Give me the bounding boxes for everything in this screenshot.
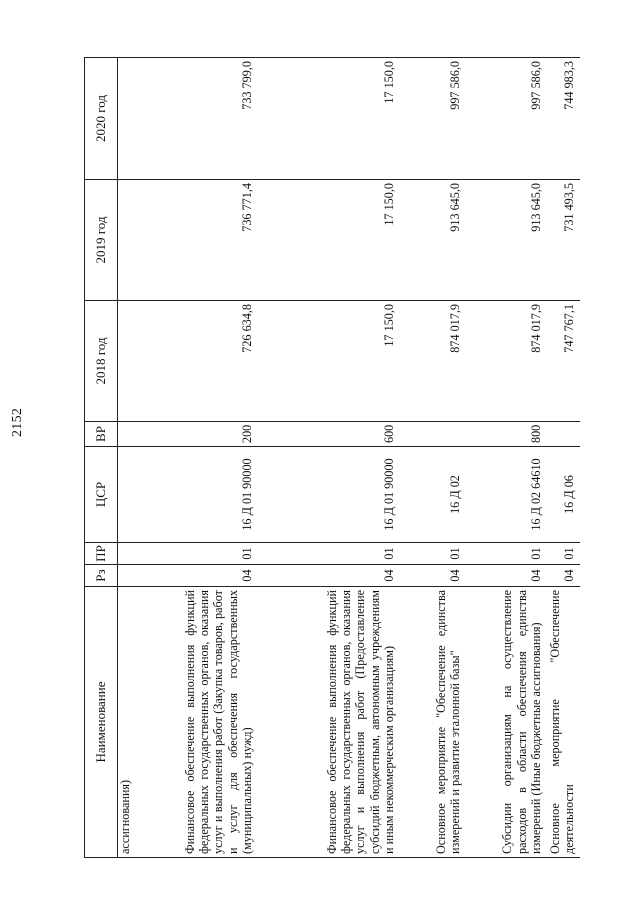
header-name: Наименование [85,587,118,858]
cell-2019: 731 493,5 [547,180,580,301]
header-rz: Рз [85,565,118,587]
table-row [118,58,135,858]
cell-2018: 747 767,1 [547,301,580,422]
table-row [258,58,400,858]
cell-csr: 16 Д 02 [400,447,466,543]
header-2020: 2020 год [85,58,118,180]
cell-name: ассигнования) [118,587,135,858]
cell-2020: 997 586,0 [400,58,466,180]
header-csr: ЦСР [85,447,118,543]
cell-name: Основное мероприятие "Обеспечение деятельности [547,587,580,858]
cell-2020: 744 983,3 [547,58,580,180]
cell-name: Финансовое обеспечение выполнения функций федеральных государственных органов, оказания услуг и выполнения работ (Закупка товаров, работ и услуг для обеспечения государственных (муниципальных) нужд) [134,587,258,858]
table-header-row [85,58,118,858]
cell-2018: 874 017,9 [466,301,547,422]
cell-rz: 04 [134,565,258,587]
cell-2020: 17 150,0 [258,58,400,180]
cell-csr: 16 Д 01 90000 [134,447,258,543]
cell-pr: 01 [547,543,580,565]
table-row [400,58,466,858]
cell-csr: 16 Д 06 [547,447,580,543]
table-row [466,58,547,858]
cell-vr: 200 [134,422,258,447]
page-number: 2152 [10,407,25,437]
header-2018: 2018 год [85,301,118,422]
cell-2018: 17 150,0 [258,301,400,422]
cell-pr: 01 [258,543,400,565]
cell-name: Субсидии организациям на осуществление расходов в области обеспечения единства измерений (Иные бюджетные ассигнования) [466,587,547,858]
table-row [547,58,580,858]
cell-csr: 16 Д 02 64610 [466,447,547,543]
cell-rz: 04 [547,565,580,587]
cell-2020: 997 586,0 [466,58,547,180]
header-pr: ПР [85,543,118,565]
cell-pr: 01 [466,543,547,565]
cell-vr: 800 [466,422,547,447]
cell-2019 [118,180,135,301]
cell-2018 [118,301,135,422]
table-row [134,58,258,858]
cell-vr [547,422,580,447]
cell-rz: 04 [466,565,547,587]
cell-vr [400,422,466,447]
cell-2019: 736 771,4 [134,180,258,301]
cell-2019: 913 645,0 [400,180,466,301]
header-vr: ВР [85,422,118,447]
cell-2020: 733 799,0 [134,58,258,180]
cell-name: Финансовое обеспечение выполнения функций федеральных государственных органов, оказания услуг и выполнения работ (Предоставление субсидий бюджетным, автономным учреждениям и иным некоммерческим организациям) [258,587,400,858]
cell-csr: 16 Д 01 90000 [258,447,400,543]
cell-rz [118,565,135,587]
cell-2019: 913 645,0 [466,180,547,301]
cell-2020 [118,58,135,180]
cell-rz: 04 [258,565,400,587]
cell-pr [118,543,135,565]
cell-pr: 01 [400,543,466,565]
cell-rz: 04 [400,565,466,587]
header-2019: 2019 год [85,180,118,301]
cell-pr: 01 [134,543,258,565]
cell-csr [118,447,135,543]
budget-table [84,57,580,858]
rotated-table-container [84,61,604,858]
cell-vr: 600 [258,422,400,447]
cell-name: Основное мероприятие "Обеспечение единства измерений и развитие эталонной базы" [400,587,466,858]
cell-vr [118,422,135,447]
cell-2018: 874 017,9 [400,301,466,422]
cell-2018: 726 634,8 [134,301,258,422]
cell-2019: 17 150,0 [258,180,400,301]
